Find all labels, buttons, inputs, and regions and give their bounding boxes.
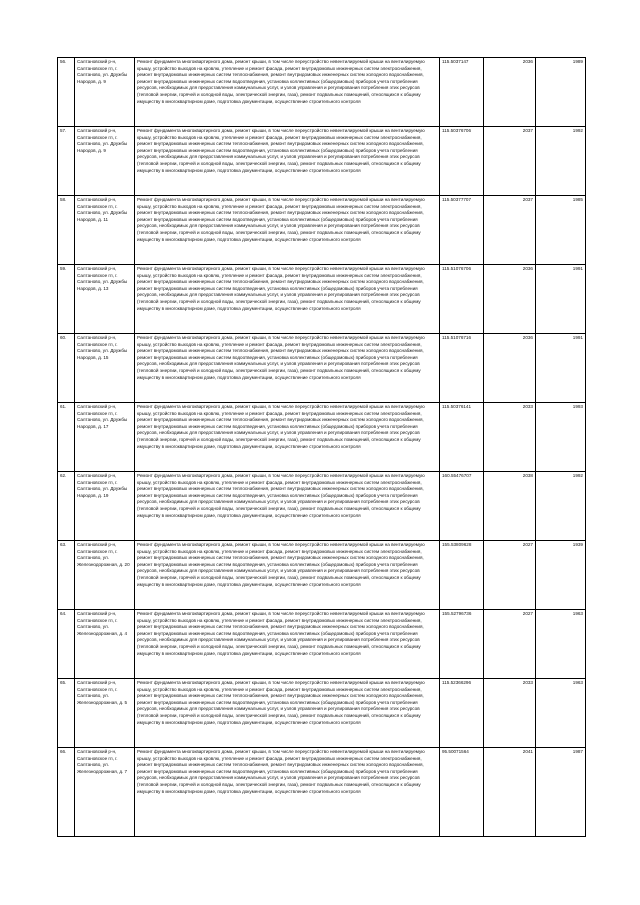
table-row bbox=[58, 265, 586, 334]
row-number: 61. bbox=[58, 403, 75, 472]
row-built-year: 1992 bbox=[536, 472, 586, 541]
row-works: Ремонт фундамента многоквартирного дома, ремонт крыши, в том числе переустройство невентилируемой крыши на вентилируемую крышу, устройство выходов на кровлю, утепление и ремонт фасада, ремонт внутридомовых инженерных систем электроснабжения, ремонт внутридомовых инженерных систем теплоснабжения, ремонт внутридомовых инженерных систем холодного водоснабжения, ремонт внутридомовых инженерных систем водоотведения, установка коллективных (общедомовых) приборов учета потребления ресурсов, необходимых для предоставления коммунальных услуг, и узлов управления и регулирования потребления этих ресурсов (тепловой энергии, горячей и холодной воды, электрической энергии, газа), ремонт подвальных помещений, относящихся к общему имуществу в многоквартирном доме, подготовка документации, осуществление строительного контроля bbox=[135, 127, 440, 196]
row-address: Салтановский р-н, Салтановское гп, г. Салтаново, ул. Железнодорожная, д. 4 bbox=[75, 610, 135, 679]
row-cost: 95.50071564 bbox=[440, 748, 484, 837]
table-row bbox=[58, 541, 586, 610]
table-row bbox=[58, 334, 586, 403]
table-row bbox=[58, 472, 586, 541]
row-cost: 115.51076716 bbox=[440, 334, 484, 403]
row-works: Ремонт фундамента многоквартирного дома, ремонт крыши, в том числе переустройство невентилируемой крыши на вентилируемую крышу, устройство выходов на кровлю, утепление и ремонт фасада, ремонт внутридомовых инженерных систем электроснабжения, ремонт внутридомовых инженерных систем теплоснабжения, ремонт внутридомовых инженерных систем холодного водоснабжения, ремонт внутридомовых инженерных систем водоотведения, установка коллективных (общедомовых) приборов учета потребления ресурсов, необходимых для предоставления коммунальных услуг, и узлов управления и регулирования потребления этих ресурсов (тепловой энергии, горячей и холодной воды, электрической энергии, газа), ремонт подвальных помещений, относящихся к общему имуществу в многоквартирном доме, подготовка документации, осуществление строительного контроля bbox=[135, 334, 440, 403]
row-works: Ремонт фундамента многоквартирного дома, ремонт крыши, в том числе переустройство невентилируемой крыши на вентилируемую крышу, устройство выходов на кровлю, утепление и ремонт фасада, ремонт внутридомовых инженерных систем электроснабжения, ремонт внутридомовых инженерных систем теплоснабжения, ремонт внутридомовых инженерных систем холодного водоснабжения, ремонт внутридомовых инженерных систем водоотведения, установка коллективных (общедомовых) приборов учета потребления ресурсов, необходимых для предоставления коммунальных услуг, и узлов управления и регулирования потребления этих ресурсов (тепловой энергии, горячей и холодной воды, электрической энергии, газа), ремонт подвальных помещений, относящихся к общему имуществу в многоквартирном доме, подготовка документации, осуществление строительного контроля bbox=[135, 265, 440, 334]
document-page bbox=[57, 57, 585, 837]
row-address: Салтановский р-н, Салтановское гп, г. Салтаново, ул. Дружбы Народов, д. 15 bbox=[75, 334, 135, 403]
row-cost: 155.53809628 bbox=[440, 541, 484, 610]
row-number: 62. bbox=[58, 472, 75, 541]
row-address: Салтановский р-н, Салтановское гп, г. Салтаново, ул. Железнодорожная, д. 20 bbox=[75, 541, 135, 610]
row-address: Салтановский р-н, Салтановское гп, г. Салтаново, ул. Дружбы Народов, д. 9 bbox=[75, 58, 135, 127]
row-number: 59. bbox=[58, 265, 75, 334]
row-works: Ремонт фундамента многоквартирного дома, ремонт крыши, в том числе переустройство невентилируемой крыши на вентилируемую крышу, устройство выходов на кровлю, утепление и ремонт фасада, ремонт внутридомовых инженерных систем электроснабжения, ремонт внутридомовых инженерных систем теплоснабжения, ремонт внутридомовых инженерных систем холодного водоснабжения, ремонт внутридомовых инженерных систем водоотведения, установка коллективных (общедомовых) приборов учета потребления ресурсов, необходимых для предоставления коммунальных услуг, и узлов управления и регулирования потребления этих ресурсов (тепловой энергии, горячей и холодной воды, электрической энергии, газа), ремонт подвальных помещений, относящихся к общему имуществу в многоквартирном доме, подготовка документации, осуществление строительного контроля bbox=[135, 610, 440, 679]
row-year: 2037 bbox=[484, 196, 536, 265]
row-built-year: 1992 bbox=[536, 127, 586, 196]
table-row bbox=[58, 679, 586, 748]
row-number: 63. bbox=[58, 541, 75, 610]
row-built-year: 1963 bbox=[536, 679, 586, 748]
row-year: 2033 bbox=[484, 403, 536, 472]
row-built-year: 1963 bbox=[536, 610, 586, 679]
row-number: 65. bbox=[58, 679, 75, 748]
row-year: 2037 bbox=[484, 127, 536, 196]
row-works: Ремонт фундамента многоквартирного дома, ремонт крыши, в том числе переустройство невентилируемой крыши на вентилируемую крышу, устройство выходов на кровлю, утепление и ремонт фасада, ремонт внутридомовых инженерных систем электроснабжения, ремонт внутридомовых инженерных систем теплоснабжения, ремонт внутридомовых инженерных систем холодного водоснабжения, ремонт внутридомовых инженерных систем водоотведения, установка коллективных (общедомовых) приборов учета потребления ресурсов, необходимых для предоставления коммунальных услуг, и узлов управления и регулирования потребления этих ресурсов (тепловой энергии, горячей и холодной воды, электрической энергии, газа), ремонт подвальных помещений, относящихся к общему имуществу в многоквартирном доме, подготовка документации, осуществление строительного контроля bbox=[135, 196, 440, 265]
register-table-body bbox=[58, 58, 586, 837]
row-cost: 115.52366296 bbox=[440, 679, 484, 748]
row-address: Салтановский р-н, Салтановское гп, г. Салтаново, ул. Железнодорожная, д. 7 bbox=[75, 748, 135, 837]
row-built-year: 1991 bbox=[536, 265, 586, 334]
row-address: Салтановский р-н, Салтановское гп, г. Салтаново, ул. Дружбы Народов, д. 13 bbox=[75, 265, 135, 334]
row-address: Салтановский р-н, Салтановское гп, г. Салтаново, ул. Дружбы Народов, д. 17 bbox=[75, 403, 135, 472]
row-built-year: 1989 bbox=[536, 58, 586, 127]
row-built-year: 1985 bbox=[536, 196, 586, 265]
row-year: 2027 bbox=[484, 610, 536, 679]
row-number: 57. bbox=[58, 127, 75, 196]
row-works: Ремонт фундамента многоквартирного дома, ремонт крыши, в том числе переустройство невентилируемой крыши на вентилируемую крышу, устройство выходов на кровлю, утепление и ремонт фасада, ремонт внутридомовых инженерных систем электроснабжения, ремонт внутридомовых инженерных систем теплоснабжения, ремонт внутридомовых инженерных систем холодного водоснабжения, ремонт внутридомовых инженерных систем водоотведения, установка коллективных (общедомовых) приборов учета потребления ресурсов, необходимых для предоставления коммунальных услуг, и узлов управления и регулирования потребления этих ресурсов (тепловой энергии, горячей и холодной воды, электрической энергии, газа), ремонт подвальных помещений, относящихся к общему имуществу в многоквартирном доме, подготовка документации, осуществление строительного контроля bbox=[135, 58, 440, 127]
row-works: Ремонт фундамента многоквартирного дома, ремонт крыши, в том числе переустройство невентилируемой крыши на вентилируемую крышу, устройство выходов на кровлю, утепление и ремонт фасада, ремонт внутридомовых инженерных систем электроснабжения, ремонт внутридомовых инженерных систем теплоснабжения, ремонт внутридомовых инженерных систем холодного водоснабжения, ремонт внутридомовых инженерных систем водоотведения, установка коллективных (общедомовых) приборов учета потребления ресурсов, необходимых для предоставления коммунальных услуг, и узлов управления и регулирования потребления этих ресурсов (тепловой энергии, горячей и холодной воды, электрической энергии, газа), ремонт подвальных помещений, относящихся к общему имуществу в многоквартирном доме, подготовка документации, осуществление строительного контроля bbox=[135, 472, 440, 541]
row-cost: 115.50376706 bbox=[440, 127, 484, 196]
table-row bbox=[58, 403, 586, 472]
row-works: Ремонт фундамента многоквартирного дома, ремонт крыши, в том числе переустройство невентилируемой крыши на вентилируемую крышу, устройство выходов на кровлю, утепление и ремонт фасада, ремонт внутридомовых инженерных систем электроснабжения, ремонт внутридомовых инженерных систем теплоснабжения, ремонт внутридомовых инженерных систем холодного водоснабжения, ремонт внутридомовых инженерных систем водоотведения, установка коллективных (общедомовых) приборов учета потребления ресурсов, необходимых для предоставления коммунальных услуг, и узлов управления и регулирования потребления этих ресурсов (тепловой энергии, горячей и холодной воды, электрической энергии, газа), ремонт подвальных помещений, относящихся к общему имуществу в многоквартирном доме, подготовка документации, осуществление строительного контроля bbox=[135, 403, 440, 472]
row-cost: 115.50377707 bbox=[440, 196, 484, 265]
row-address: Салтановский р-н, Салтановское гп, г. Салтаново, ул. Дружбы Народов, д. 19 bbox=[75, 472, 135, 541]
row-number: 58. bbox=[58, 196, 75, 265]
row-number: 56. bbox=[58, 58, 75, 127]
row-year: 2036 bbox=[484, 265, 536, 334]
row-address: Салтановский р-н, Салтановское гп, г. Салтаново, ул. Дружбы Народов, д. 9 bbox=[75, 127, 135, 196]
row-year: 2038 bbox=[484, 472, 536, 541]
row-year: 2033 bbox=[484, 679, 536, 748]
row-year: 2036 bbox=[484, 334, 536, 403]
table-row bbox=[58, 610, 586, 679]
row-built-year: 1991 bbox=[536, 334, 586, 403]
row-year: 2036 bbox=[484, 58, 536, 127]
row-works: Ремонт фундамента многоквартирного дома, ремонт крыши, в том числе переустройство невентилируемой крыши на вентилируемую крышу, устройство выходов на кровлю, утепление и ремонт фасада, ремонт внутридомовых инженерных систем электроснабжения, ремонт внутридомовых инженерных систем теплоснабжения, ремонт внутридомовых инженерных систем холодного водоснабжения, ремонт внутридомовых инженерных систем водоотведения, установка коллективных (общедомовых) приборов учета потребления ресурсов, необходимых для предоставления коммунальных услуг, и узлов управления и регулирования потребления этих ресурсов (тепловой энергии, горячей и холодной воды, электрической энергии, газа), ремонт подвальных помещений, относящихся к общему имуществу в многоквартирном доме, подготовка документации, осуществление строительного контроля bbox=[135, 541, 440, 610]
row-built-year: 1987 bbox=[536, 748, 586, 837]
row-address: Салтановский р-н, Салтановское гп, г. Салтаново, ул. Железнодорожная, д. 5 bbox=[75, 679, 135, 748]
row-cost: 115.5037147 bbox=[440, 58, 484, 127]
row-cost: 160.55476707 bbox=[440, 472, 484, 541]
table-row bbox=[58, 196, 586, 265]
row-number: 64. bbox=[58, 610, 75, 679]
row-address: Салтановский р-н, Салтановское гп, г. Салтаново, ул. Дружбы Народов, д. 11 bbox=[75, 196, 135, 265]
row-cost: 115.51076706 bbox=[440, 265, 484, 334]
row-cost: 115.50376141 bbox=[440, 403, 484, 472]
table-row bbox=[58, 748, 586, 837]
row-works: Ремонт фундамента многоквартирного дома, ремонт крыши, в том числе переустройство невентилируемой крыши на вентилируемую крышу, устройство выходов на кровлю, утепление и ремонт фасада, ремонт внутридомовых инженерных систем электроснабжения, ремонт внутридомовых инженерных систем теплоснабжения, ремонт внутридомовых инженерных систем холодного водоснабжения, ремонт внутридомовых инженерных систем водоотведения, установка коллективных (общедомовых) приборов учета потребления ресурсов, необходимых для предоставления коммунальных услуг, и узлов управления и регулирования потребления этих ресурсов (тепловой энергии, горячей и холодной воды, электрической энергии, газа), ремонт подвальных помещений, относящихся к общему имуществу в многоквартирном доме, подготовка документации, осуществление строительного контроля bbox=[135, 748, 440, 837]
row-built-year: 1939 bbox=[536, 541, 586, 610]
row-cost: 155.52796736 bbox=[440, 610, 484, 679]
row-built-year: 1993 bbox=[536, 403, 586, 472]
row-number: 66. bbox=[58, 748, 75, 837]
row-works: Ремонт фундамента многоквартирного дома, ремонт крыши, в том числе переустройство невентилируемой крыши на вентилируемую крышу, устройство выходов на кровлю, утепление и ремонт фасада, ремонт внутридомовых инженерных систем электроснабжения, ремонт внутридомовых инженерных систем теплоснабжения, ремонт внутридомовых инженерных систем холодного водоснабжения, ремонт внутридомовых инженерных систем водоотведения, установка коллективных (общедомовых) приборов учета потребления ресурсов, необходимых для предоставления коммунальных услуг, и узлов управления и регулирования потребления этих ресурсов (тепловой энергии, горячей и холодной воды, электрической энергии, газа), ремонт подвальных помещений, относящихся к общему имуществу в многоквартирном доме, подготовка документации, осуществление строительного контроля bbox=[135, 679, 440, 748]
table-row bbox=[58, 58, 586, 127]
register-table bbox=[57, 57, 586, 837]
row-year: 2041 bbox=[484, 748, 536, 837]
row-year: 2027 bbox=[484, 541, 536, 610]
row-number: 60. bbox=[58, 334, 75, 403]
table-row bbox=[58, 127, 586, 196]
